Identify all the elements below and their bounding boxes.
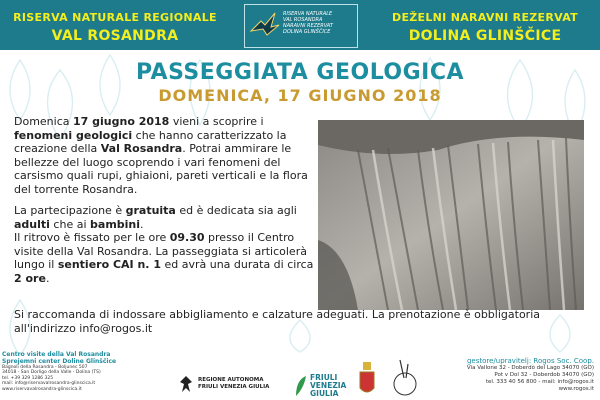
logo-line: RISERVA NATURALE — [283, 11, 333, 17]
text: che ai — [49, 217, 91, 231]
header-right — [370, 0, 600, 50]
header-left-line2: VAL ROSANDRA — [51, 28, 179, 44]
crest-icon — [358, 358, 376, 398]
leaf-icon — [294, 374, 308, 398]
friuli-line1: FRIULI — [310, 373, 338, 382]
paragraph-intro — [14, 115, 314, 196]
bird-icon — [249, 9, 281, 41]
text: che hanno caratterizzato la creazione della — [14, 128, 287, 155]
header-right-line2: DOLINA GLINŠČICE — [408, 28, 562, 44]
manager-address: Via Vallone 32 - Doberdò del Lago 34070 (GO) — [466, 365, 594, 371]
highlight-text: adulti — [14, 217, 50, 231]
event-description — [14, 115, 314, 293]
highlight-text: 2 ore — [14, 271, 46, 285]
header-left — [0, 0, 230, 50]
friuli-logo — [294, 373, 347, 400]
manager-title: gestore/upravitelj: Rogos Soc. Coop. — [466, 357, 594, 365]
highlight-text: gratuita — [125, 204, 176, 217]
region-line2: FRIULI VENEZIA GIULIA — [198, 383, 270, 390]
date-text: 17 giugno 2018 — [73, 115, 170, 128]
text: vieni a scoprire i — [169, 115, 264, 128]
text: ed è dedicata sia agli — [175, 204, 297, 217]
header-bar — [0, 0, 600, 50]
text: . — [140, 217, 144, 231]
friuli-line3: GIULIA — [310, 389, 339, 398]
eagle-icon — [178, 374, 194, 394]
manager-info — [404, 358, 594, 393]
phone-line: tel. +39 329 1286 325 — [2, 375, 54, 381]
recommendation-text: Si raccomanda di indossare abbigliamento e calzature adeguati. La prenotazione è obbligatoria all'indirizzo info@rogos.it — [14, 308, 540, 335]
logo-line: NARAVNI REZERVAT — [283, 23, 333, 29]
logo-line: VAL ROSANDRA — [283, 17, 323, 23]
visitor-center-title-slo: Sprejemni center Doline Glinščice — [2, 357, 117, 365]
text: ed avrà una durata di circa — [160, 258, 314, 271]
friuli-line2: VENEZIA — [310, 381, 347, 390]
text: Domenica — [14, 115, 73, 128]
visitor-center-title: Centro visite della Val Rosandra — [2, 351, 111, 358]
rock-photo — [318, 120, 584, 310]
highlight-text: fenomeni geologici — [14, 128, 133, 142]
time-text: 09.30 — [169, 231, 205, 244]
manager-contact: tel. 333 40 56 800 - mail: info@rogos.it — [485, 379, 594, 385]
region-line1: REGIONE AUTONOMA — [198, 377, 264, 383]
website-line: www.riservavalrosandra-glinscica.it — [2, 386, 82, 392]
manager-website: www.rogos.it — [558, 386, 594, 392]
text: presso il Centro visite della Val Rosandra. La passeggiata si articolerà lungo il — [14, 231, 307, 271]
page-title: PASSEGGIATA GEOLOGICA — [135, 60, 465, 85]
text: Il ritrovo è fissato per le ore — [14, 231, 170, 244]
manager-address-slo: Pot v Dol 32 - Doberdob 34070 (GO) — [494, 372, 594, 378]
event-date: DOMENICA, 17 GIUGNO 2018 — [158, 86, 442, 105]
logo-text — [283, 11, 333, 35]
text: La partecipazione è — [14, 204, 126, 217]
header-right-line1: DEŽELNI NARAVNI REZERVAT — [392, 11, 578, 24]
address-line: 34018 - San Dorligo della Valle - Dolina (TS) — [2, 370, 101, 376]
text: . — [45, 271, 50, 285]
reserve-logo — [244, 4, 358, 48]
highlight-text: Val Rosandra — [100, 142, 183, 155]
highlight-text: bambini — [90, 217, 141, 231]
highlight-text: sentiero CAI n. 1 — [57, 258, 161, 271]
region-logo — [178, 374, 278, 396]
email-line: mail: info@riservavalrosandra-glinscica.it — [2, 381, 96, 387]
visitor-center-info — [2, 352, 172, 392]
paragraph-details — [14, 204, 314, 285]
header-left-line1: RISERVA NATURALE REGIONALE — [13, 11, 217, 24]
address-line: Bagnoli della Rosandra - Boljunec 507 — [2, 365, 88, 370]
logo-line: DOLINA GLINŠČICE — [283, 29, 331, 35]
text: . Potrai ammirare le bellezze del luogo scoprendo i vari fenomeni del carsismo quali rupi, ghiaioni, pareti verticali e la flora del torrente Rosandra. — [14, 142, 308, 196]
